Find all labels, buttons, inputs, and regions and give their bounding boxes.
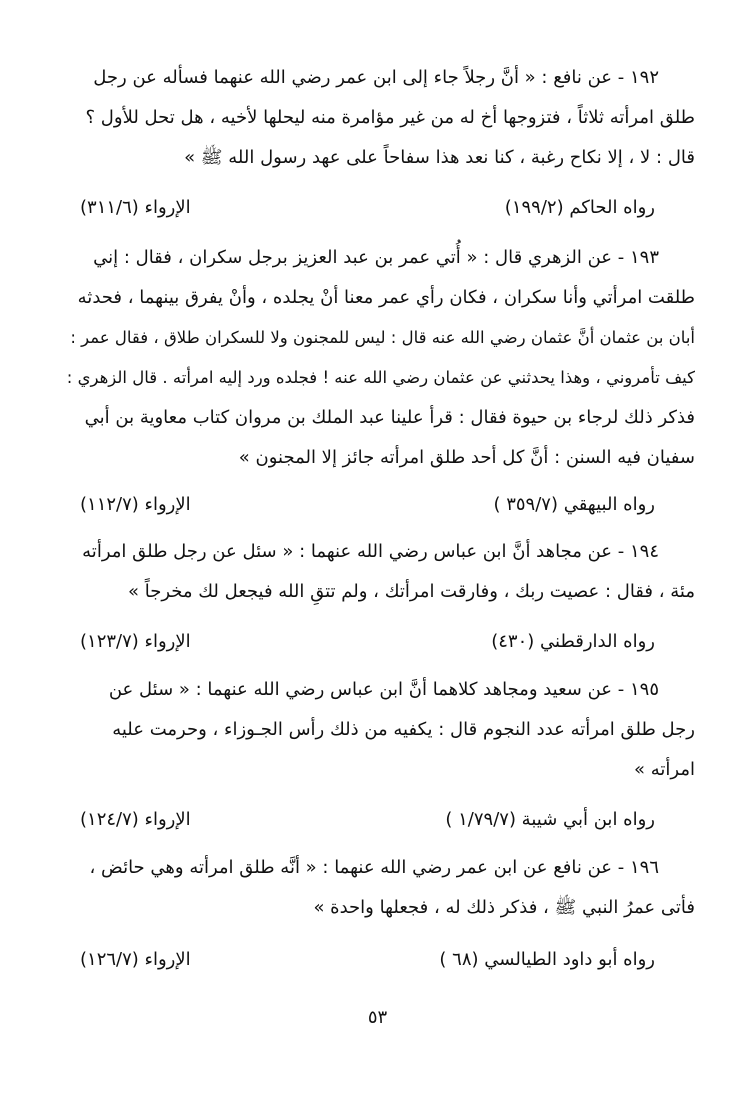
source-reference: رواه الدارقطني (٤٣٠) [491, 631, 655, 652]
page-number: ٥٣ [367, 1007, 388, 1028]
irwa-reference: الإرواء (١٢٤/٧) [80, 809, 191, 830]
irwa-reference: الإرواء (٣١١/٦) [80, 197, 191, 218]
hadith-line: مئة ، فقال : عصيت ربك ، وفارقت امرأتك ، ولم تتقِ الله فيجعل لك مخرجاً » [127, 581, 695, 602]
source-line [60, 800, 695, 840]
irwa-reference: الإرواء (١٢٣/٧) [80, 631, 191, 652]
hadith-line: فذكر ذلك لرجاء بن حيوة فقال : قرأ علينا عبد الملك بن مروان كتاب معاوية بن أبي [84, 407, 695, 428]
hadith-line: ١٩٣ - عن الزهري قال : « أُتي عمر بن عبد العزيز برجل سكران ، فقال : إني [93, 247, 659, 268]
hadith-line: سفيان فيه السنن : أنَّ كل أحد طلق امرأته جائز إلا المجنون » [238, 447, 695, 468]
hadith-line: قال : لا ، إلا نكاح رغبة ، كنا نعد هذا سفاحاً على عهد رسول الله ﷺ » [184, 147, 695, 168]
hadith-line: ١٩٢ - عن نافع : « أنَّ رجلاً جاء إلى ابن عمر رضي الله عنهما فسأله عن رجل [93, 67, 659, 88]
hadith-line: فأتى عمرُ النبي ﷺ ، فذكر ذلك له ، فجعلها واحدة » [313, 897, 695, 918]
hadith-line: أبان بن عثمان أنَّ عثمان رضي الله عنه قال : ليس للمجنون ولا للسكران طلاق ، فقال عمر : [70, 328, 695, 347]
irwa-reference: الإرواء (١٢٦/٧) [80, 949, 191, 970]
hadith-line: ١٩٤ - عن مجاهد أنَّ ابن عباس رضي الله عنهما : « سئل عن رجل طلق امرأته [82, 541, 659, 562]
hadith-194 [60, 532, 695, 612]
hadith-196 [60, 848, 695, 928]
hadith-line: طلق امرأته ثلاثاً ، فتزوجها أخ له من غير مؤامرة منه ليحلها لأخيه ، هل تحل للأول ؟ [85, 107, 695, 128]
source-line [60, 485, 695, 525]
hadith-line: كيف تأمروني ، وهذا يحدثني عن عثمان رضي الله عنه ! فجلده ورد إليه امرأته . قال الزهري : [66, 368, 695, 387]
hadith-line: ١٩٦ - عن نافع عن ابن عمر رضي الله عنهما : « أنَّه طلق امرأته وهي حائض ، [89, 857, 659, 878]
hadith-193 [60, 238, 695, 478]
hadith-line: امرأته » [634, 759, 695, 780]
hadith-line: طلقت امرأتي وأنا سكران ، فكان رأي عمر معنا أنْ يجلده ، وأنْ يفرق بينهما ، فحدثه [77, 287, 695, 308]
hadith-192 [60, 58, 695, 178]
source-reference: رواه الحاكم (١٩٩/٢) [504, 197, 655, 218]
hadith-line: رجل طلق امرأته عدد النجوم قال : يكفيه من ذلك رأس الجـوزاء ، وحرمت عليه [112, 719, 695, 740]
source-line [60, 188, 695, 228]
source-line [60, 940, 695, 980]
hadith-195 [60, 670, 695, 790]
hadith-line: ١٩٥ - عن سعيد ومجاهد كلاهما أنَّ ابن عباس رضي الله عنهما : « سئل عن [108, 679, 659, 700]
source-reference: رواه البيهقي (٣٥٩/٧ ) [493, 494, 655, 515]
source-reference: رواه أبو داود الطيالسي (٦٨ ) [439, 949, 655, 970]
source-line [60, 622, 695, 662]
source-reference: رواه ابن أبي شيبة (١/٧٩/٧ ) [445, 809, 655, 830]
irwa-reference: الإرواء (١١٢/٧) [80, 494, 191, 515]
